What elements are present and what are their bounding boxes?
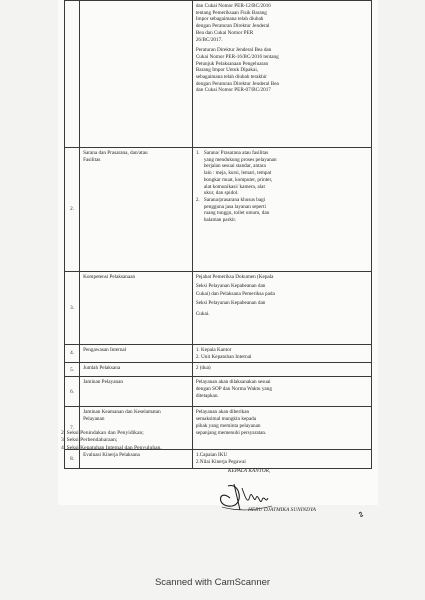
list-line: halaman parkir. [203,217,237,224]
standard-line: semaksimal mungkin kepada [195,416,257,423]
list-number: 2. [195,196,200,203]
regulation-line: 26/BC/2017. [195,36,223,43]
table-row [65,363,372,377]
aspect-cell: Evaluasi Kinerja Pelaksana [80,450,193,468]
standard-line: 1.Capaian IKU [195,452,228,459]
aspect-line: Pelayanan [83,416,105,423]
standard-cell [192,272,371,345]
list-line: bongkar muat, komputer, printer, [203,176,273,183]
facility-list [196,150,368,224]
regulation-line: Peraturan Direktur Jenderal Bea dan [195,47,272,54]
standard-line: ditetapkan. [195,392,219,399]
table-row [65,345,372,363]
row-number: 6. [65,377,80,407]
standard-line: dengan SOP dan Norma Waktu yang [195,386,272,393]
service-standard-table [64,0,372,469]
aspect-line: Sarana dan Prasarana, dan/atau [83,150,148,156]
table-row [65,272,372,345]
table-row [65,148,372,272]
standard-line: 1. Kepala Kantor [195,347,232,353]
list-item [196,197,368,224]
regulation-line: dan Cukai Nomor PER-07/BC/2017 [195,87,271,94]
signatory-title: KEPALA KANTOR, [228,468,271,474]
regulation-line: Petunjuk Pelaksanaan Pengeluaran [195,60,269,67]
signature-block [200,462,360,522]
regulation-line: Cukai Nomor PER-16/BC/2016 tentang [195,53,279,60]
list-item: 2. Seksi Penindakan dan Penyidikan; [61,430,144,436]
list-line: yang mendukung proses pelayanan [203,156,277,163]
regulation-line: dan Cukai Nomor PER-12/BC/2016 [195,3,271,9]
regulation-line: sebagaimana telah diubah terakhir [195,74,267,81]
section-list [61,430,321,452]
standard-cell: 2 (dua) [192,363,371,377]
standard-line: 2.Nilai Kinerja Pegawai [195,459,246,466]
standard-line: Cukai) dan Pelaksana Pemeriksa pada [195,291,275,298]
standard-line: Pejabat Pemeriksa Dokumen (Kepala [195,274,274,280]
initial-mark-icon [358,510,364,518]
standard-line: Pelayanan akan dilaksanakan sesuai [195,379,271,386]
list-item [196,150,368,197]
standard-line: sepanjang memenuhi persyaratan. [195,429,267,436]
list-line: Sarana/prasarana khusus bagi [203,196,266,203]
list-line: pengguna jasa layanan seperti [203,203,266,210]
aspect-line: Jaminan Keamanan dan Keselamatan [83,409,161,416]
aspect-cell: Jaminan Pelayanan [80,377,193,407]
standard-line: Seksi Pelayanan Kepabeanan dan [195,282,266,289]
standard-line: Seksi Pelayanan Kepabeanan dan [195,300,266,307]
list-line: berjalan sesuai standar, antara [203,163,266,170]
standard-cell [192,345,371,363]
row-number: 5. [65,363,80,377]
list-line: alat komunikasi/ kamera, alat [203,183,265,190]
list-item: 4. Seksi Kepatuhan Internal dan Penyuluhan. [61,444,162,451]
standard-cell [192,148,371,272]
standard-cell [192,1,371,148]
list-line: ukur, dan spidol. [203,190,239,197]
row-number [65,1,80,148]
regulation-line: tentang Pemeriksaan Fisik Barang [195,9,267,16]
row-number: 8. [65,450,80,468]
aspect-cell: Kompetensi Pelaksanaan [80,272,193,345]
aspect-cell [80,1,193,148]
table-row [65,377,372,407]
regulation-line: Barang Impor Untuk Dipakai, [195,67,259,74]
standard-line: pihak yang meminta pelayanan [195,422,261,429]
regulation-line: dengan Peraturan Direktur Jenderal [195,23,270,30]
standard-line: Pelayanan akan diberikan [195,409,250,416]
signatory-name: HERU DJATMIKA SUNINDYA [248,507,316,513]
standard-line: 2. Unit Kepatuhan Internal [195,353,252,360]
list-line: Sarana/ Prasarana atau fasilitas [203,150,269,156]
standard-cell [192,377,371,407]
regulation-line: Impor sebagaimana telah diubah [195,16,264,23]
list-number: 1. [195,150,200,156]
aspect-cell [80,148,193,272]
regulation-line: dengan Peraturan Direktur Jenderal Bea [195,80,279,87]
row-number: 7. [65,407,80,450]
aspect-line: Fasilitas [83,156,101,163]
row-number: 4. [65,345,80,363]
scanner-watermark: Scanned with CamScanner [154,577,271,588]
regulation-line: Bea dan Cukai Nomor PER [195,29,254,36]
list-line: lain : meja, kursi, lemari, tempat [203,170,272,177]
row-number: 2. [65,148,80,272]
list-item: 3. Seksi Perbendaharaan; [61,437,118,444]
aspect-cell: Pengawasan Internal [80,345,193,363]
standard-line: Cukai. [195,310,210,317]
table-row [65,1,372,148]
row-number: 3. [65,272,80,345]
aspect-cell: Jumlah Pelaksana [80,363,193,377]
list-line: ruang tunggu, toilet umum, dan [203,210,270,217]
